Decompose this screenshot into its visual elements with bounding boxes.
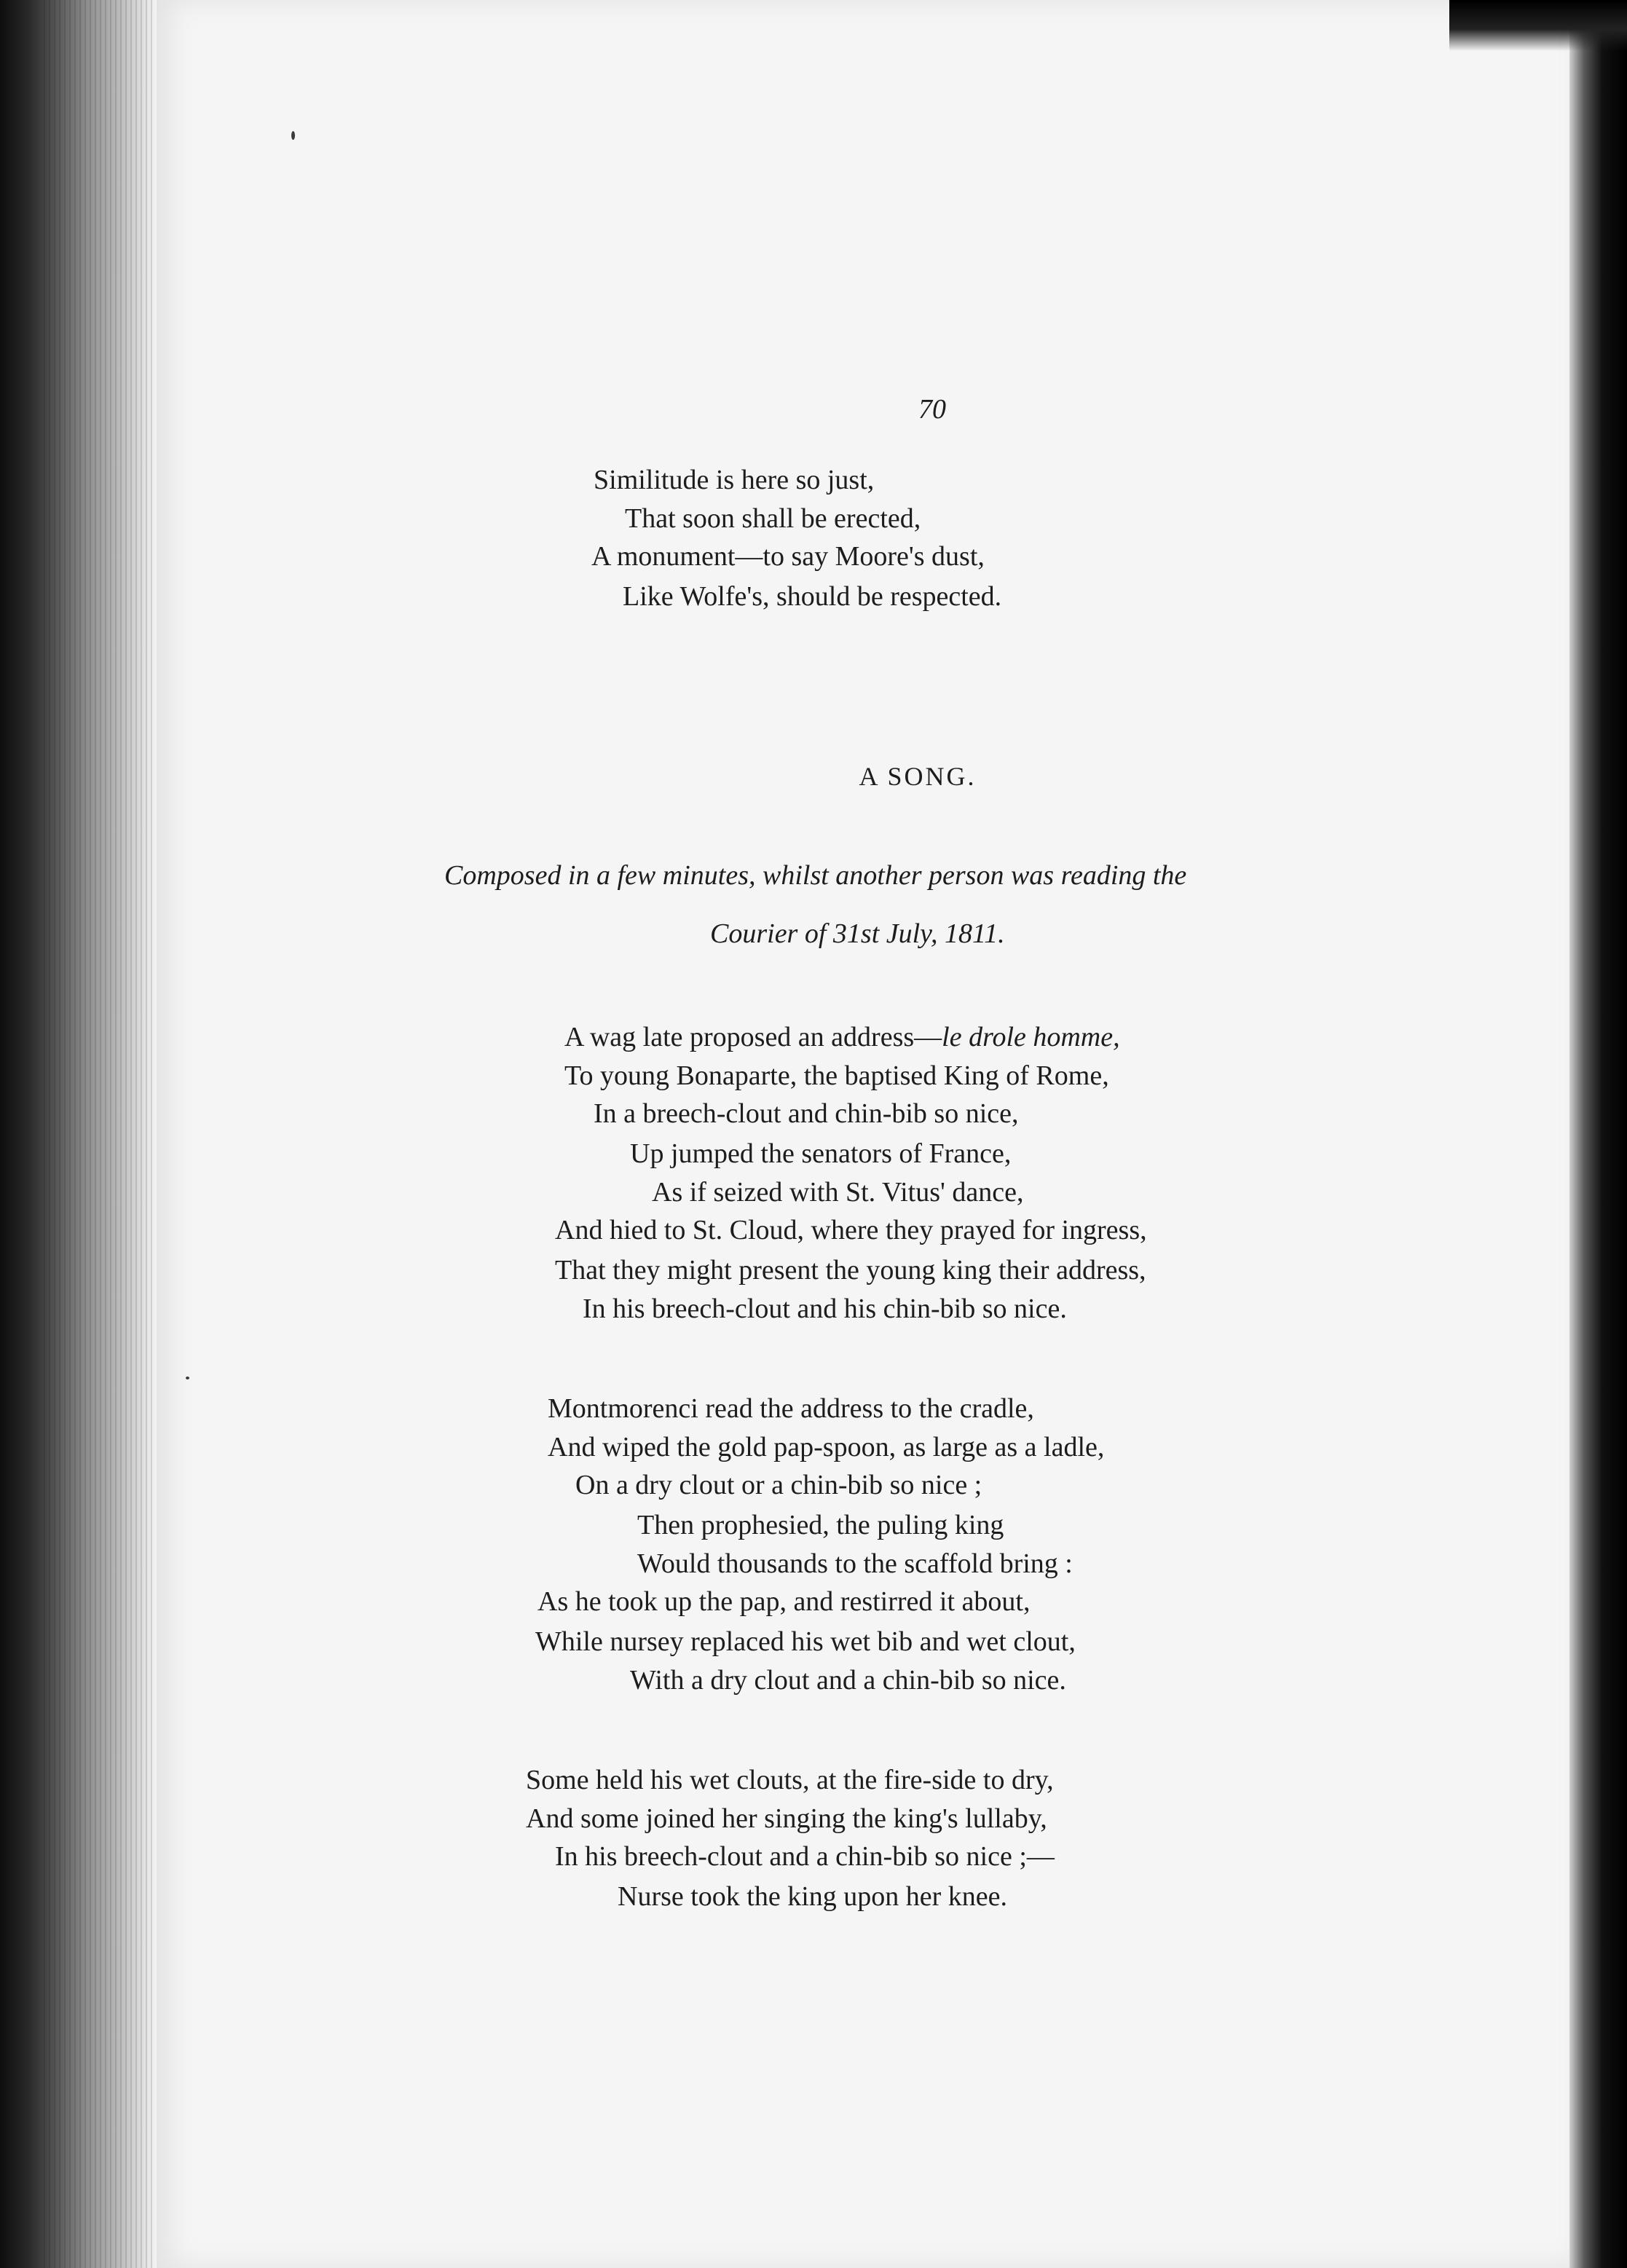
book-page [157,0,1569,2268]
verse-line: In his breech-clout and a chin-bib so nice ;— [555,1841,1055,1872]
verse-line: In his breech-clout and his chin-bib so nice. [583,1294,1067,1324]
top-corner-shadow [1449,0,1627,51]
verse-text: A wag late proposed an address— [564,1022,942,1052]
page-edges [44,0,153,2268]
right-page-edge [1569,0,1627,2268]
paper-speck [291,131,295,140]
verse-line [564,1023,1120,1051]
paper-speck [186,1377,189,1379]
verse-line: Montmorenci read the address to the cradle, [548,1393,1034,1424]
verse-line: Like Wolfe's, should be respected. [623,581,1002,612]
verse-line: As he took up the pap, and restirred it about, [537,1586,1031,1617]
verse-line: That soon shall be erected, [625,503,921,534]
verse-line: And wiped the gold pap-spoon, as large as a ladle, [548,1432,1105,1462]
page-number: 70 [918,394,946,425]
verse-line: Similitude is here so just, [594,465,875,495]
verse-line: On a dry clout or a chin-bib so nice ; [575,1470,982,1500]
verse-line: With a dry clout and a chin-bib so nice. [630,1665,1066,1696]
song-subtitle-line-1: Composed in a few minutes, whilst another person was reading the [444,860,1187,891]
verse-line: As if seized with St. Vitus' dance, [652,1177,1024,1208]
verse-line: To young Bonaparte, the baptised King of Rome, [564,1060,1109,1091]
verse-line: That they might present the young king their address, [555,1255,1146,1285]
song-title: A SONG. [859,762,977,791]
verse-line: A monument—to say Moore's dust, [591,541,985,572]
verse-line: Some held his wet clouts, at the fire-side to dry, [526,1765,1054,1795]
verse-line: In a breech-clout and chin-bib so nice, [594,1098,1019,1129]
verse-italic-phrase: le drole homme, [942,1022,1120,1052]
verse-line: Up jumped the senators of France, [630,1138,1012,1169]
verse-line: Then prophesied, the puling king [637,1510,1004,1540]
verse-line: And some joined her singing the king's lullaby, [526,1803,1047,1834]
verse-line: While nursey replaced his wet bib and wet clout, [535,1626,1076,1657]
song-subtitle-line-2: Courier of 31st July, 1811. [710,918,1005,949]
verse-line: Nurse took the king upon her knee. [618,1881,1008,1912]
verse-line: Would thousands to the scaffold bring : [637,1548,1073,1579]
verse-line: And hied to St. Cloud, where they prayed for ingress, [555,1215,1147,1245]
